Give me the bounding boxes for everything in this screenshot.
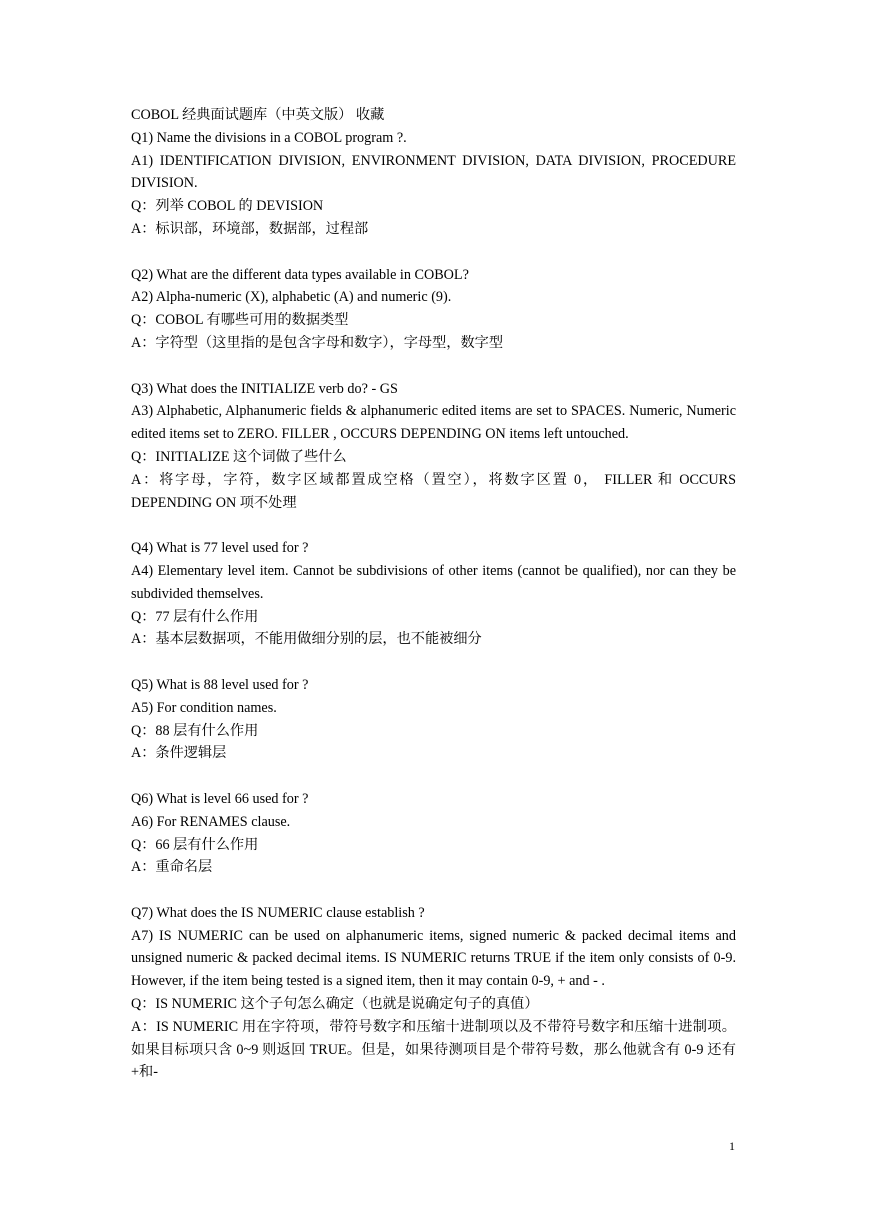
answer-zh: A：IS NUMERIC 用在字符项，带符号数字和压缩十进制项以及不带符号数字和压缩十进制项。如果目标项只含 0~9 则返回 TRUE。但是，如果待测项目是个带符号数，那么他就含有 0-9 还有+和- — [131, 1018, 736, 1081]
qa-block-7 — [131, 902, 736, 1084]
question-zh: Q：88 层有什么作用 — [131, 722, 259, 739]
qa-block-2 — [131, 264, 736, 355]
document-body — [131, 104, 736, 1084]
question-en: Q1) Name the divisions in a COBOL program ?. — [131, 129, 407, 146]
question-en: Q2) What are the different data types available in COBOL? — [131, 266, 469, 283]
answer-zh: A：字符型（这里指的是包含字母和数字），字母型，数字型 — [131, 334, 504, 351]
question-zh: Q：77 层有什么作用 — [131, 608, 259, 625]
question-en: Q7) What does the IS NUMERIC clause establish ? — [131, 904, 425, 921]
question-en: Q3) What does the INITIALIZE verb do? - GS — [131, 380, 398, 397]
answer-zh: A：标识部，环境部，数据部，过程部 — [131, 220, 369, 237]
answer-en: A5) For condition names. — [131, 699, 277, 716]
answer-en: A7) IS NUMERIC can be used on alphanumeric items, signed numeric & packed decimal items and unsigned numeric & packed decimal items. IS NUMERIC returns TRUE if the item only consists of 0-9. However, if the item being tested is a signed item, then it may contain 0-9, + and - . — [131, 927, 736, 990]
question-zh: Q：INITIALIZE 这个词做了些什么 — [131, 448, 347, 465]
answer-en: A2) Alpha-numeric (X), alphabetic (A) and numeric (9). — [131, 289, 452, 306]
page-number: 1 — [729, 1139, 735, 1153]
qa-block-4 — [131, 537, 736, 651]
qa-block-5 — [131, 674, 736, 765]
answer-en: A1) IDENTIFICATION DIVISION, ENVIRONMENT DIVISION, DATA DIVISION, PROCEDURE DIVISION. — [131, 152, 736, 192]
answer-zh: A：将字母，字符，数字区域都置成空格（置空），将数字区置 0， FILLER 和 OCCURS DEPENDING ON 项不处理 — [131, 471, 736, 511]
answer-zh: A：基本层数据项，不能用做细分别的层，也不能被细分 — [131, 631, 482, 648]
question-zh: Q：COBOL 有哪些可用的数据类型 — [131, 312, 349, 329]
qa-block-1 — [131, 127, 736, 241]
question-en: Q5) What is 88 level used for ? — [131, 676, 309, 693]
answer-en: A6) For RENAMES clause. — [131, 813, 291, 830]
document-title: COBOL 经典面试题库（中英文版） 收藏 — [131, 107, 385, 123]
answer-zh: A：重命名层 — [131, 859, 213, 876]
question-zh: Q：IS NUMERIC 这个子句怎么确定（也就是说确定句子的真值） — [131, 996, 539, 1013]
question-en: Q6) What is level 66 used for ? — [131, 790, 309, 807]
answer-en: A3) Alphabetic, Alphanumeric fields & alphanumeric edited items are set to SPACES. Numeric, Numeric edited items set to ZERO. FILLER , OCCURS DEPENDING ON items left untouched. — [131, 403, 736, 443]
qa-block-3 — [131, 378, 736, 515]
question-en: Q4) What is 77 level used for ? — [131, 540, 309, 557]
answer-zh: A：条件逻辑层 — [131, 745, 227, 762]
question-zh: Q：列举 COBOL 的 DEVISION — [131, 198, 324, 215]
question-zh: Q：66 层有什么作用 — [131, 836, 259, 853]
qa-block-6 — [131, 788, 736, 879]
answer-en: A4) Elementary level item. Cannot be subdivisions of other items (cannot be qualified), nor can they be subdivided themselves. — [131, 562, 736, 602]
